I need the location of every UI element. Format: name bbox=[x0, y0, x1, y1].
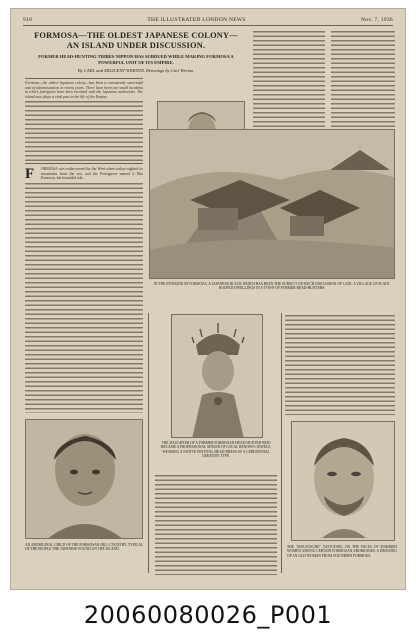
child-photo bbox=[25, 419, 143, 539]
intro-text: Formosa—the oldest Japanese colony—has been a consistently successful unit of administration in recent years. There have been two small incidents in which foreigners have been involved with the Japanese authorities. The island now plays a vital part in the life of the Empire. bbox=[25, 81, 143, 99]
page-number: 918 bbox=[23, 17, 33, 23]
headdress-caption: THE DAUGHTER OF A FORMER FORMOSAN HEAD-HUNTER WHO BECAME A PROFESSIONAL SINGER OF LOCAL RENOWN: JEWELS, WEARING A NATIVE FESTIVAL HEAD-DRESS OF A CEREMONIAL CREATIVE TYPE. bbox=[160, 441, 272, 458]
intro-text-lines bbox=[25, 101, 143, 161]
village-photo bbox=[149, 129, 395, 279]
column-text-3 bbox=[331, 31, 395, 127]
column-text-center bbox=[155, 475, 277, 575]
intro-box bbox=[25, 78, 143, 164]
archive-id-label: 20060080026_P001 bbox=[83, 601, 333, 629]
child-sketch bbox=[26, 420, 143, 539]
tattoo-caption: THE "MOUSTACHE" TATTOOING ON THE FACES OF MARRIED WOMEN AMONG CERTAIN FORMOSAN ABORIGINES: A DRAWING OF AN OLD WOMAN FROM SOUTHERN FORMOSA. bbox=[287, 545, 397, 558]
article-headline bbox=[25, 31, 247, 51]
column-divider-right bbox=[281, 313, 282, 573]
column-text-2 bbox=[253, 31, 325, 127]
headline-line-1: FORMOSA—THE OLDEST JAPANESE COLONY— bbox=[34, 31, 238, 40]
column-text-1 bbox=[25, 183, 143, 413]
article-byline: By CARL and MILICENT WERNTZ. Drawings by Carl Werntz. bbox=[77, 68, 195, 73]
drop-cap: F bbox=[25, 166, 35, 182]
child-caption: AN ABORIGINAL CHILD OF THE FORMOSAN HILL COUNTRY, TYPICAL OF THE PEOPLE THE JAPANESE FOUND ON THE ISLAND. bbox=[25, 543, 143, 552]
village-scene bbox=[150, 130, 395, 279]
publication-name: THE ILLUSTRATED LONDON NEWS bbox=[147, 17, 246, 23]
column-text-right bbox=[285, 315, 395, 415]
running-head bbox=[23, 15, 393, 26]
tattoo-drawing bbox=[291, 421, 395, 541]
article-subhead: FORMER HEAD-HUNTING TRIBES NIPPON HAS SUBDUED WHILE MAKING FORMOSA A POWERFUL UNIT OF ITS EMPIRE. bbox=[38, 54, 234, 65]
headdress-sketch bbox=[172, 315, 263, 438]
body-lead-text: ORMOSA was rediscovered by the West when sailors sighted its mountains from the sea, and the Portuguese named it Ilha Formosa, the beautiful isle. bbox=[41, 167, 143, 180]
issue-date: Nov. 7, 1936 bbox=[361, 17, 393, 23]
headline-line-2: AN ISLAND UNDER DISCUSSION. bbox=[66, 41, 206, 50]
archive-label-strip bbox=[0, 590, 416, 640]
column-divider-left bbox=[148, 313, 149, 573]
village-caption: IN THE INTERIOR OF FORMOSA, A JAPANESE BLACK WHICH HAS BEEN THE SUBJECT OF MUCH DISCUSSION OF LATE: A VILLAGE OF SLATE-ROOFED DWELLINGS IN A TOWN OF FORMER HEAD-HUNTERS. bbox=[153, 282, 391, 291]
newspaper-page bbox=[10, 8, 406, 590]
tattoo-sketch bbox=[292, 422, 395, 541]
headdress-portrait bbox=[171, 314, 263, 438]
